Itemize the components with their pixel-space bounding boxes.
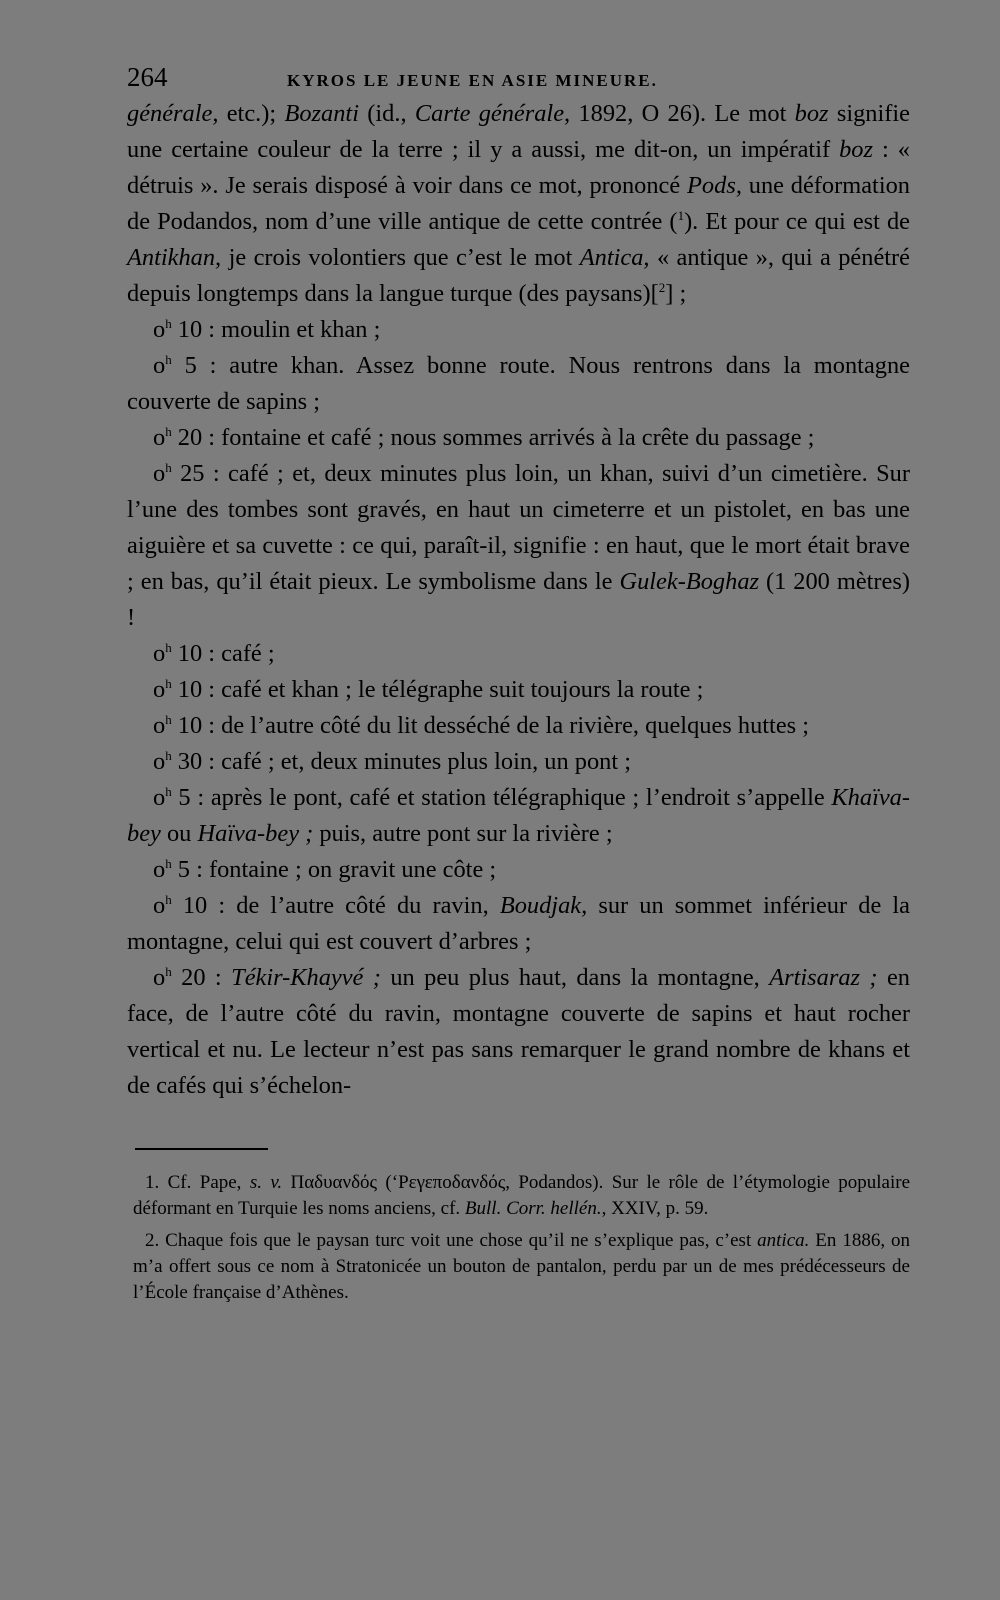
text-run: ). Et pour ce qui est de xyxy=(684,208,910,235)
superscript: h xyxy=(165,459,172,475)
page-number: 264 xyxy=(127,62,168,92)
italic-text: Antica, xyxy=(579,244,650,271)
superscript: h xyxy=(165,711,172,727)
itinerary-entry xyxy=(127,744,910,780)
text-run: 10 : de l’autre côté du lit desséché de la rivière, quelques huttes ; xyxy=(171,712,810,739)
text-run: 20 : fontaine et café ; nous sommes arrivés à la crête du passage ; xyxy=(171,424,815,451)
superscript: 2 xyxy=(658,279,666,295)
itinerary-entry xyxy=(127,636,910,672)
itinerary-entry xyxy=(127,420,910,456)
text-run: 10 : café ; xyxy=(171,640,275,667)
text-run: o xyxy=(153,460,166,487)
text-run: 1. Cf. Pape, xyxy=(145,1172,250,1193)
text-run: 10 : moulin et khan ; xyxy=(171,316,381,343)
text-run: 25 : café ; et, deux minutes plus loin, un khan, suivi d’un cimetière. Sur l’une des tombes sont gravés, en haut un cimeterre et un pistolet, en bas une aiguière et sa cuvette : ce qui, paraît-il, signifie : en haut, que le mort était brave ; en bas, qu’il était pieux. Le symbolisme dans le xyxy=(127,460,910,595)
text-run: 1892, O 26). Le mot xyxy=(570,100,795,127)
text-run: 30 : café ; et, deux minutes plus loin, un pont ; xyxy=(171,748,631,775)
superscript: h xyxy=(165,891,172,907)
itinerary-entry xyxy=(127,780,910,852)
text-run: 10 : café et khan ; le télégraphe suit toujours la route ; xyxy=(171,676,704,703)
text-run: 10 : de l’autre côté du ravin, xyxy=(171,892,500,919)
text-run: o xyxy=(153,964,166,991)
italic-text: générale, xyxy=(127,100,219,127)
superscript: h xyxy=(165,423,172,439)
italic-text: antica. xyxy=(757,1230,810,1251)
superscript: h xyxy=(165,315,172,331)
text-run: o xyxy=(153,748,166,775)
text-run: en face, de l’autre côté du ravin, montagne couverte de sapins et haut rocher vertical et nu. Le lecteur n’est pas sans remarquer le grand nombre de khans et de cafés qui s’échelon- xyxy=(127,964,910,1099)
superscript: h xyxy=(165,963,172,979)
superscript: h xyxy=(165,675,172,691)
itinerary-entry xyxy=(127,456,910,636)
footnote xyxy=(133,1228,910,1306)
superscript: h xyxy=(165,747,172,763)
superscript: h xyxy=(165,783,172,799)
text-run: o xyxy=(153,640,166,667)
italic-text: Haïva-bey ; xyxy=(197,820,314,847)
text-run: ou xyxy=(160,820,198,847)
paragraph xyxy=(127,96,910,312)
footnotes xyxy=(127,1170,910,1306)
body-text xyxy=(127,96,910,1104)
itinerary-entry xyxy=(127,960,910,1104)
text-run: « antique », qui a pénétré depuis longtemps dans la langue turque (des paysans)[ xyxy=(127,244,910,307)
text-run: o xyxy=(153,856,166,883)
text-run: 5 : fontaine ; on gravit une côte ; xyxy=(171,856,497,883)
itinerary-entry xyxy=(127,888,910,960)
italic-text: s. v. xyxy=(249,1172,283,1193)
italic-text: Khaïva-bey xyxy=(127,784,910,847)
text-run: 20 : xyxy=(171,964,232,991)
text-run: signifie une certaine couleur de la terre ; il y a aussi, me dit-on, un impératif xyxy=(127,100,910,163)
itinerary-entry xyxy=(127,708,910,744)
text-run: 5 : après le pont, café et station télégraphique ; l’endroit s’appelle xyxy=(171,784,832,811)
superscript: h xyxy=(165,639,172,655)
italic-text: boz xyxy=(839,136,873,163)
text-run: une déformation de Podandos, nom d’une ville antique de cette contrée ( xyxy=(127,172,910,235)
text-run: o xyxy=(153,676,166,703)
italic-text: Bozanti xyxy=(284,100,359,127)
italic-text: Carte générale, xyxy=(414,100,571,127)
superscript: 1 xyxy=(677,207,685,223)
text-run: o xyxy=(153,712,166,739)
text-run: 5 : autre khan. Assez bonne route. Nous rentrons dans la montagne couverte de sapins ; xyxy=(127,352,910,415)
text-run: (id., xyxy=(358,100,415,127)
text-run: : « détruis ». Je serais disposé à voir dans ce mot, prononcé xyxy=(127,136,910,199)
text-run: etc.); xyxy=(218,100,285,127)
itinerary-entry xyxy=(127,312,910,348)
text-run: o xyxy=(153,316,166,343)
italic-text: Gulek-Boghaz xyxy=(619,568,760,595)
text-run: Παδυανδός (‘Ρεγεποδανδός, Podandos). Sur le rôle de l’étymologie populaire déformant en Turquie les noms anciens, cf. xyxy=(133,1172,910,1219)
text-run: o xyxy=(153,784,166,811)
text-run: (1 200 mètres) ! xyxy=(127,568,910,631)
running-title: KYROS LE JEUNE EN ASIE MINEURE. xyxy=(287,71,658,90)
footnote xyxy=(133,1170,910,1222)
text-run: En 1886, on m’a offert sous ce nom à Stratonicée un bouton de pantalon, perdu par un de mes prédécesseurs de l’École française d’Athènes. xyxy=(133,1230,910,1303)
superscript: h xyxy=(165,855,172,871)
text-run: sur un sommet inférieur de la montagne, celui qui est couvert d’arbres ; xyxy=(127,892,911,955)
itinerary-entry xyxy=(127,852,910,888)
italic-text: Bull. Corr. hellén., xyxy=(464,1198,607,1219)
text-run: o xyxy=(153,424,166,451)
text-run: XXIV, p. 59. xyxy=(606,1198,709,1219)
text-run: o xyxy=(153,352,166,379)
text-run: o xyxy=(153,892,166,919)
footnote-rule xyxy=(135,1148,268,1150)
text-run: je crois volontiers que c’est le mot xyxy=(221,244,580,271)
text-run: 2. Chaque fois que le paysan turc voit une chose qu’il ne s’explique pas, c’est xyxy=(145,1230,758,1251)
italic-text: Antikhan, xyxy=(127,244,222,271)
itinerary-entry xyxy=(127,672,910,708)
text-run: ] ; xyxy=(665,280,687,307)
page-header xyxy=(127,62,910,96)
italic-text: boz xyxy=(794,100,829,127)
italic-text: Artisaraz ; xyxy=(769,964,878,991)
itinerary-entry xyxy=(127,348,910,420)
superscript: h xyxy=(165,351,172,367)
italic-text: Tékir-Khayvé ; xyxy=(231,964,381,991)
text-run: un peu plus haut, dans la montagne, xyxy=(380,964,770,991)
italic-text: Boudjak, xyxy=(499,892,588,919)
italic-text: Pods, xyxy=(687,172,742,199)
text-run: puis, autre pont sur la rivière ; xyxy=(313,820,613,847)
